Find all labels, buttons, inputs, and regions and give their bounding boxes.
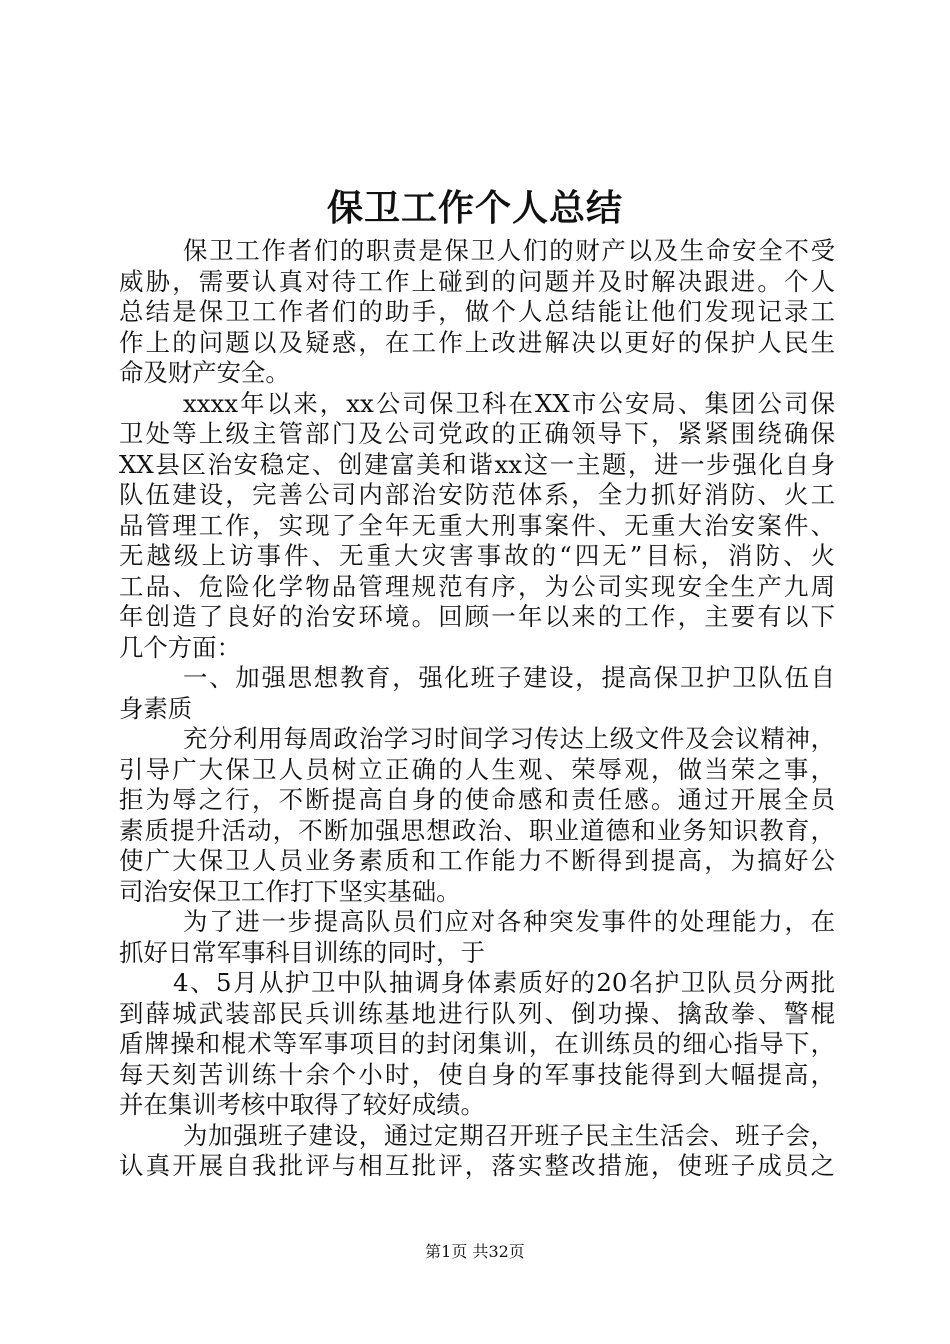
body-line: 充分利用每周政治学习时间学习传达上级文件及会议精神， — [183, 724, 835, 753]
body-line: 一、加强思想教育，强化班子建设，提高保卫护卫队伍自 — [183, 663, 835, 692]
body-line: 年创造了良好的治安环境。回顾一年以来的工作，主要有以下 — [119, 602, 835, 631]
body-line: 素质提升活动，不断加强思想政治、职业道德和业务知识教育， — [119, 815, 835, 845]
body-line: 每天刻苦训练十余个小时，使自身的军事技能得到大幅提高， — [119, 1059, 835, 1089]
body-line: xxxx年以来，xx公司保卫科在XX市公安局、集团公司保 — [183, 388, 835, 418]
body-line: 无越级上访事件、无重大灾害事故的“四无”目标，消防、火 — [119, 541, 835, 570]
body-line: 工品、危险化学物品管理规范有序，为公司实现安全生产九周 — [119, 571, 835, 601]
body-line: 并在集训考核中取得了较好成绩。 — [119, 1090, 485, 1119]
body-line: 命及财产安全。 — [119, 358, 290, 387]
document-body — [119, 236, 835, 1182]
body-line: 引导广大保卫人员树立正确的人生观、荣辱观，做当荣之事， — [119, 754, 835, 784]
body-line: 卫处等上级主管部门及公司党政的正确领导下，紧紧围绕确保 — [119, 419, 835, 448]
body-line: 抓好日常军事科目训练的同时，于 — [119, 937, 485, 967]
body-line: 身素质 — [119, 693, 193, 723]
body-line: 保卫工作者们的职责是保卫人们的财产以及生命安全不受 — [183, 236, 835, 265]
body-line: 盾牌操和棍术等军事项目的封闭集训，在训练员的细心指导下， — [119, 1029, 835, 1058]
page-footer: 第1页 共32页 — [425, 1242, 525, 1261]
body-line: 到薛城武装部民兵训练基地进行队列、倒功操、擒敌拳、警棍 — [119, 998, 835, 1028]
body-line: 为了进一步提高队员们应对各种突发事件的处理能力，在 — [183, 907, 835, 936]
body-line: 几个方面： — [119, 632, 241, 662]
body-line: XX县区治安稳定、创建富美和谐xx这一主题，进一步强化自身 — [119, 449, 835, 479]
body-line: 认真开展自我批评与相互批评，落实整改措施，使班子成员之 — [119, 1151, 835, 1180]
body-line: 品管理工作，实现了全年无重大刑事案件、无重大治安案件、 — [119, 510, 835, 540]
body-line: 作上的问题以及疑惑，在工作上改进解决以更好的保护人民生 — [119, 327, 835, 357]
body-line: 拒为辱之行，不断提高自身的使命感和责任感。通过开展全员 — [119, 785, 835, 814]
body-line: 4、5月从护卫中队抽调身体素质好的20名护卫队员分两批 — [173, 968, 835, 997]
body-line: 总结是保卫工作者们的助手，做个人总结能让他们发现记录工 — [119, 297, 835, 326]
body-line: 司治安保卫工作打下坚实基础。 — [119, 876, 461, 906]
body-line: 使广大保卫人员业务素质和工作能力不断得到提高，为搞好公 — [119, 846, 835, 875]
body-line: 队伍建设，完善公司内部治安防范体系，全力抓好消防、火工 — [119, 480, 835, 509]
body-line: 威胁，需要认真对待工作上碰到的问题并及时解决跟进。个人 — [119, 266, 835, 296]
document-title: 保卫工作个人总结 — [326, 187, 623, 229]
body-line: 为加强班子建设，通过定期召开班子民主生活会、班子会， — [183, 1120, 835, 1150]
